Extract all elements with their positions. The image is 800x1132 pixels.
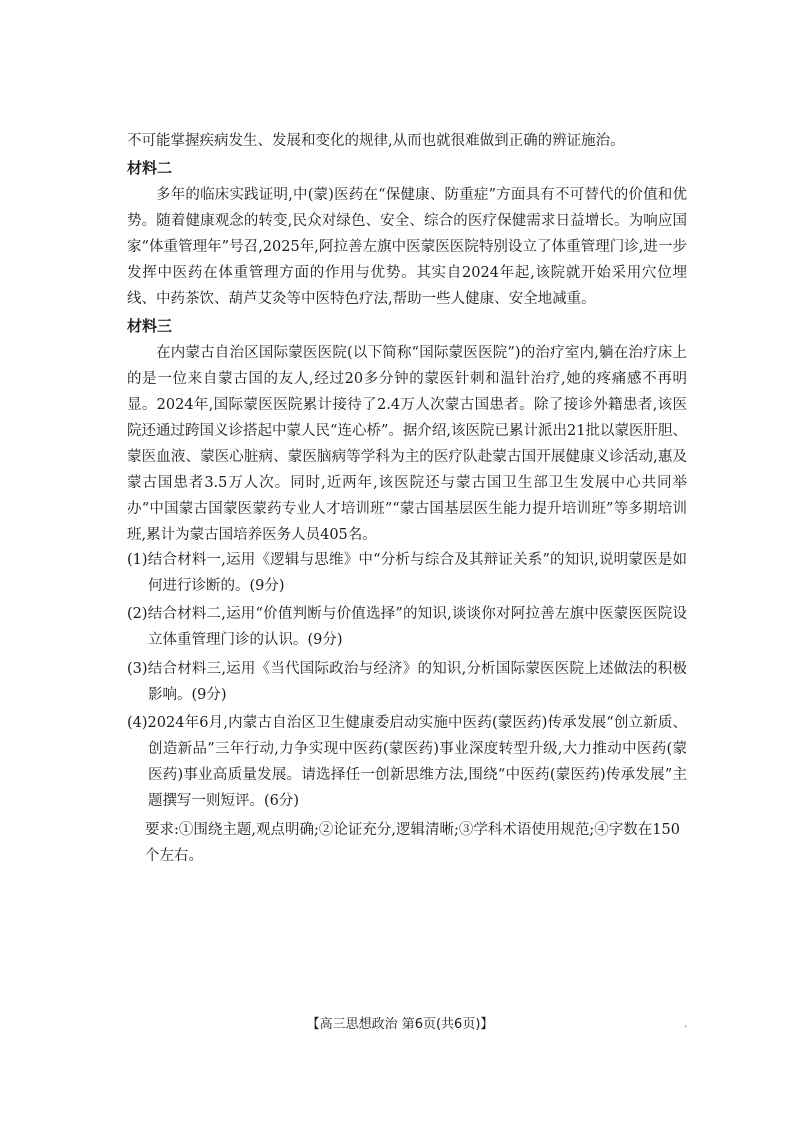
material-2-heading: 材料二 <box>127 159 173 177</box>
footer-mark: . <box>684 1019 688 1030</box>
requirement-text: 要求:①围绕主题,观点明确;②论证充分,逻辑清晰;③学科术语使用规范;④字数在150个左右。 <box>145 822 680 864</box>
material-3-body <box>127 340 687 548</box>
material-3-text: 在内蒙古自治区国际蒙医医院(以下简称“国际蒙医医院”)的治疗室内,躺在治疗床上的是一位来自蒙古国的友人,经过20多分钟的蒙医针刺和温针治疗,她的疼痛感不再明显。2024年,国际蒙医医院累计接待了2.4万人次蒙古国患者。除了接诊外籍患者,该医院还通过跨国义诊搭起中蒙人民“连心桥”。据介绍,该医院已累计派出21批以蒙医肝胆、蒙医血液、蒙医心脏病、蒙医脑病等学科为主的医疗队赴蒙古国开展健康义诊活动,惠及蒙古国患者3.5万人次。同时,近两年,该医院还与蒙古国卫生部卫生发展中心共同举办“中国蒙古国蒙医蒙药专业人才培训班”“蒙古国基层医生能力提升培训班”等多期培训班,累计为蒙古国培养医务人员405名。 <box>127 345 687 543</box>
material-3-heading: 材料三 <box>127 317 173 335</box>
question-3 <box>127 656 687 708</box>
page-footer: 【高三思想政治 第6页(共6页)】 <box>306 1017 494 1032</box>
question-1 <box>127 547 687 599</box>
question-1-text: (1)结合材料一,运用《逻辑与思维》中“分析与综合及其辩证关系”的知识,说明蒙医是如何进行诊断的。(9分) <box>127 552 687 594</box>
intro-paragraph <box>127 128 687 154</box>
material-2-body <box>127 182 687 312</box>
question-4 <box>127 710 687 814</box>
material-2-text: 多年的临床实践证明,中(蒙)医药在“保健康、防重症”方面具有不可替代的价值和优势。随着健康观念的转变,民众对绿色、安全、综合的医疗保健需求日益增长。为响应国家“体重管理年”号召,2025年,阿拉善左旗中医蒙医医院特别设立了体重管理门诊,进一步发挥中医药在体重管理方面的作用与优势。其实自2024年起,该院就开始采用穴位埋线、中药茶饮、葫芦艾灸等中医特色疗法,帮助一些人健康、安全地减重。 <box>127 187 687 307</box>
question-2 <box>127 601 687 653</box>
question-4-text: (4)2024年6月,内蒙古自治区卫生健康委启动实施中医药(蒙医药)传承发展“创立新质、创造新品”三年行动,力争实现中医药(蒙医药)事业深度转型升级,大力推动中医药(蒙医药)事业高质量发展。请选择任一创新思维方法,围绕“中医药(蒙医药)传承发展”主题撰写一则短评。(6分) <box>127 715 687 809</box>
intro-line: 不可能掌握疾病发生、发展和变化的规律,从而也就很难做到正确的辨证施治。 <box>127 133 625 149</box>
question-2-text: (2)结合材料二,运用“价值判断与价值选择”的知识,谈谈你对阿拉善左旗中医蒙医医院设立体重管理门诊的认识。(9分) <box>127 606 687 648</box>
question-3-text: (3)结合材料三,运用《当代国际政治与经济》的知识,分析国际蒙医医院上述做法的积极影响。(9分) <box>127 661 687 703</box>
